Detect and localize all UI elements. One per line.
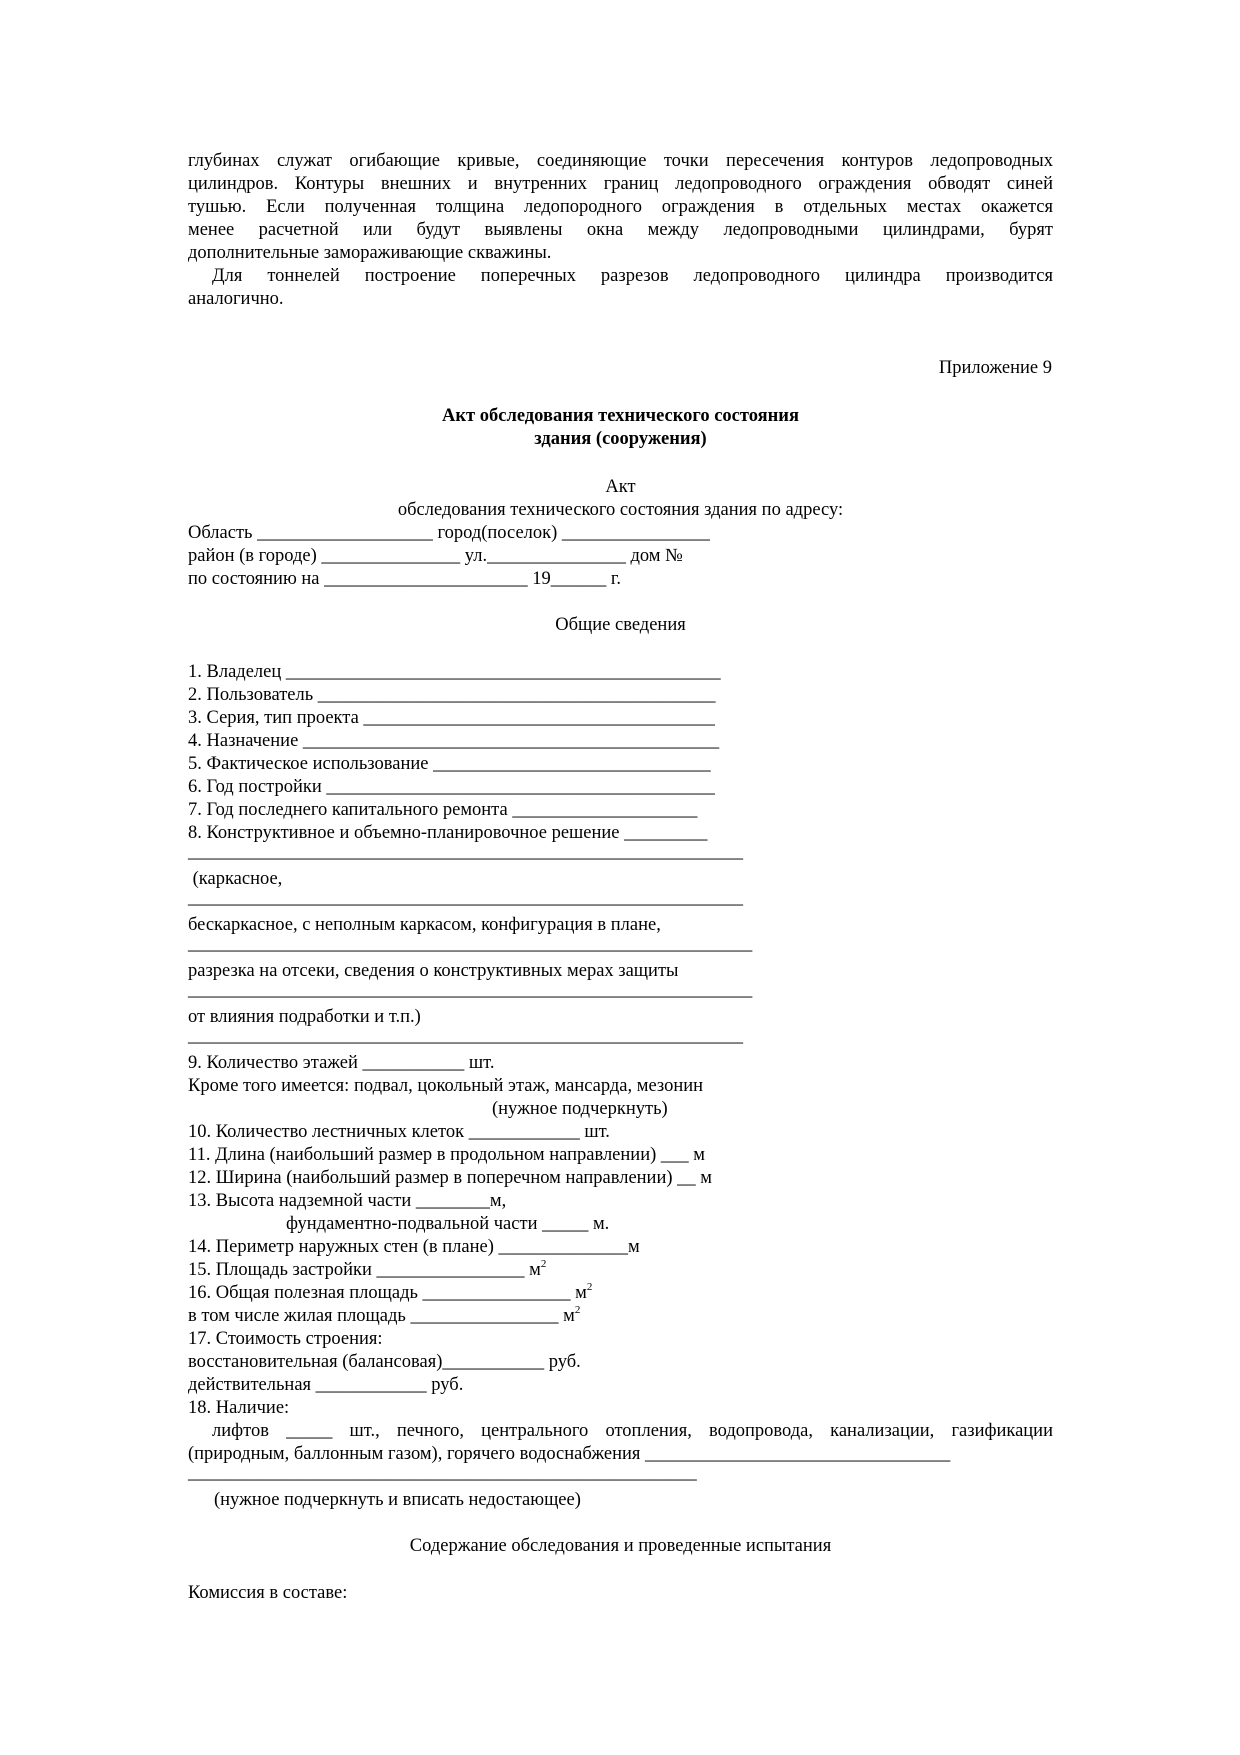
general-heading: Общие сведения [555,615,686,635]
area-line: 16. Общая полезная площадь ________________ $м^2$ [188,1281,593,1303]
form-line: (каркасное, [188,869,283,889]
document-title: здания (сооружения) [534,429,707,449]
form-line: фундаментно-подвальной части _____ м. [286,1214,610,1234]
area-line: 15. Площадь застройки ________________ $м^2$ [188,1258,547,1280]
form-line: 14. Периметр наружных стен (в плане) ______________м [188,1237,640,1257]
inspection-heading: Содержание обследования и проведенные испытания [409,1536,832,1556]
form-line: 8. Конструктивное и объемно-планировочное решение _________ [188,823,708,843]
form-line: 17. Стоимость строения: [188,1329,383,1349]
form-line: 11. Длина (наибольший размер в продольном направлении) ___ м [188,1145,705,1165]
form-note: (нужное подчеркнуть) [492,1099,668,1119]
intro-line: менее расчетной или будут выявлены окна между ледопроводными цилиндрами, бурят [188,220,1053,240]
intro-line: аналогично. [188,289,284,309]
area-line: в том числе жилая площадь ________________ $м^2$ [188,1304,581,1326]
intro-line: тушью. Если полученная толщина ледопородного ограждения в отдельных местах окажется [188,197,1053,217]
amenities-line: лифтов _____ шт., печного, центрального отопления, водопровода, канализации, газификации [212,1421,1053,1441]
form-line: 4. Назначение _____________________________________________ [188,731,720,751]
form-line: 2. Пользователь ___________________________________________ [188,685,716,705]
form-line: от влияния подработки и т.п.) [188,1007,421,1027]
intro-line: Для тоннелей построение поперечных разрезов ледопроводного цилиндра производится [212,266,1053,286]
amenities-line: (природным, баллонным газом), горячего водоснабжения _________________________________ [188,1444,951,1464]
form-line: 13. Высота надземной части ________м, [188,1191,507,1211]
form-note: (нужное подчеркнуть и вписать недостающее) [214,1490,581,1510]
blank-line: _____________________________________________________________ [188,934,753,954]
document-title: Акт обследования технического состояния [442,406,799,426]
form-line: 6. Год постройки __________________________________________ [188,777,715,797]
appendix-label: Приложение 9 [938,358,1052,378]
intro-line: цилиндров. Контуры внешних и внутренних границ ледопроводного ограждения обводят синей [188,174,1053,194]
blank-line: ____________________________________________________________ [188,842,743,862]
blank-line: ____________________________________________________________ [188,1026,743,1046]
blank-line: _____________________________________________________________ [188,980,753,1000]
blank-line: _______________________________________________________ [188,1463,697,1483]
form-line: 3. Серия, тип проекта ______________________________________ [188,708,715,728]
intro-line: глубинах служат огибающие кривые, соединяющие точки пересечения контуров ледопроводных [188,151,1053,171]
form-line: 10. Количество лестничных клеток ____________ шт. [188,1122,610,1142]
commission-label: Комиссия в составе: [188,1583,348,1603]
form-line: бескаркасное, с неполным каркасом, конфигурация в плане, [188,915,661,935]
form-line: 12. Ширина (наибольший размер в поперечном направлении) __ м [188,1168,712,1188]
act-subheading: обследования технического состояния здания по адресу: [397,500,844,520]
intro-line: дополнительные замораживающие скважины. [188,243,552,263]
address-line: по состоянию на ______________________ 19______ г. [188,569,622,589]
form-line: 18. Наличие: [188,1398,290,1418]
form-line: восстановительная (балансовая)___________ руб. [188,1352,581,1372]
address-line: район (в городе) _______________ ул._______________ дом № [188,546,683,566]
form-line: разрезка на отсеки, сведения о конструктивных мерах защиты [188,961,679,981]
blank-line: ____________________________________________________________ [188,888,743,908]
form-line: Кроме того имеется: подвал, цокольный этаж, мансарда, мезонин [188,1076,704,1096]
form-line: действительная ____________ руб. [188,1375,464,1395]
address-line: Область ___________________ город(поселок) ________________ [188,523,710,543]
form-line: 9. Количество этажей ___________ шт. [188,1053,495,1073]
form-line: 1. Владелец _______________________________________________ [188,662,721,682]
form-line: 7. Год последнего капитального ремонта ____________________ [188,800,698,820]
form-line: 5. Фактическое использование ______________________________ [188,754,711,774]
act-heading: Акт [605,477,636,497]
